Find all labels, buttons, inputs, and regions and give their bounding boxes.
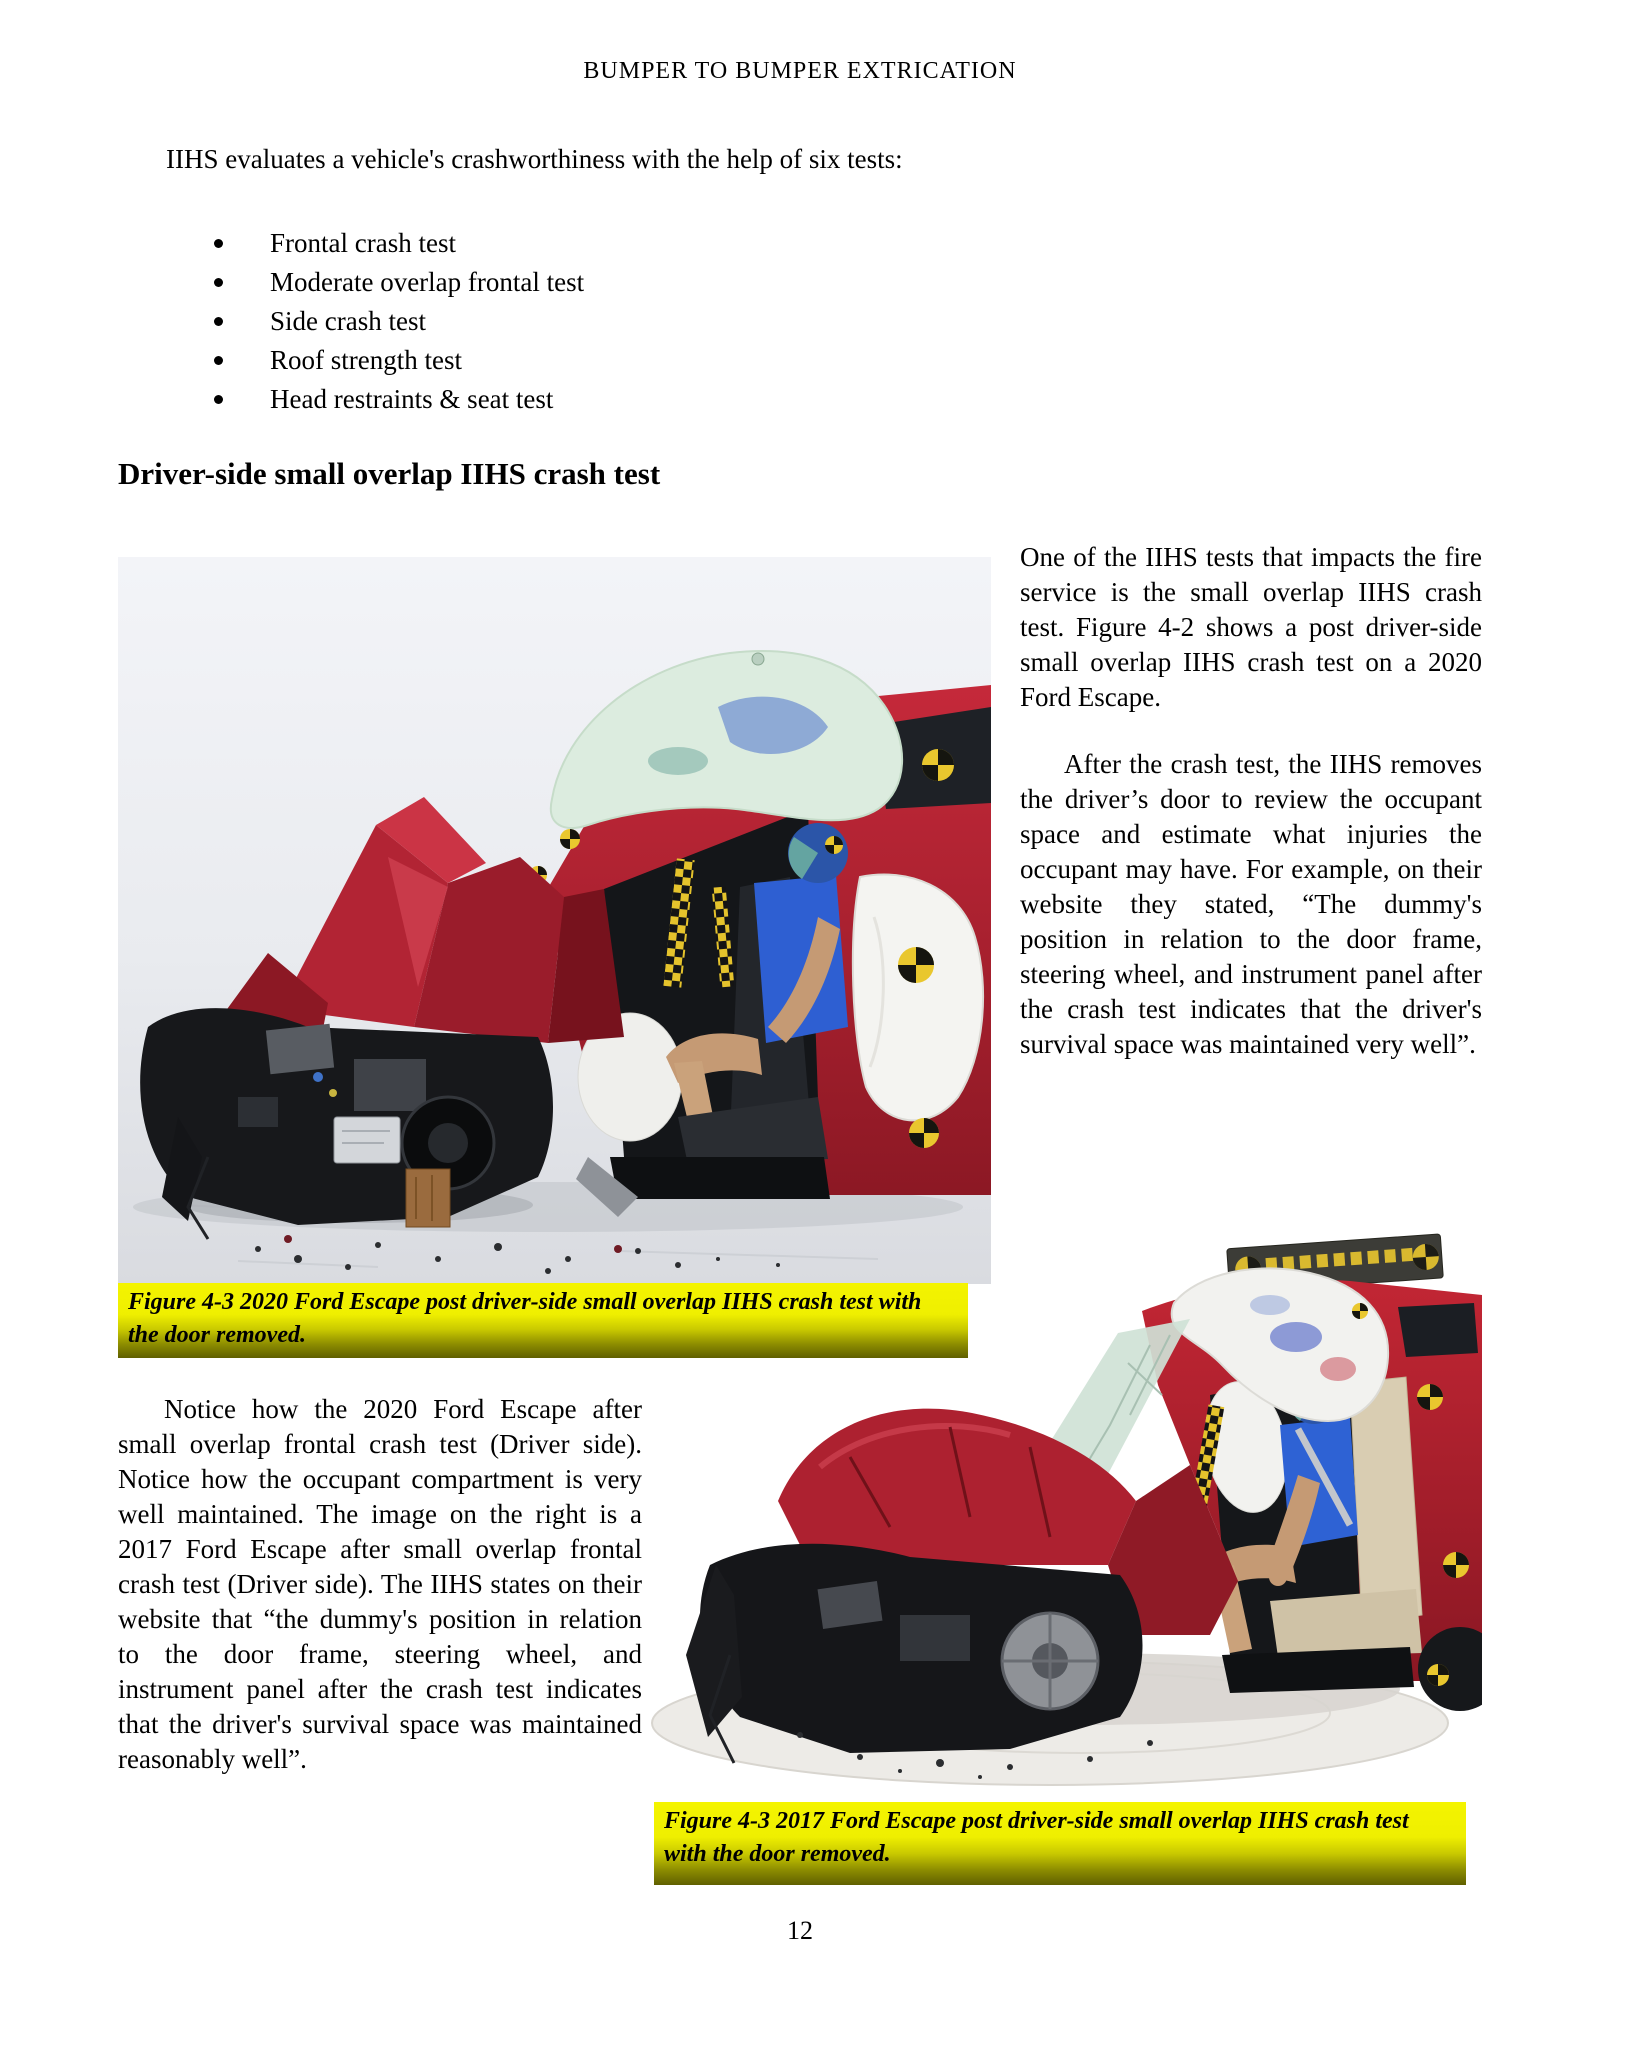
list-item-label: Head restraints & seat test — [270, 384, 554, 414]
bullet-icon — [214, 317, 223, 326]
paragraph: After the crash test, the IIHS removes the driver’s door to review the occupant space and estimate what injuries the occupant may have. For example, on their website they stated, “The dummy's position in relation to the door frame, steering wheel, and instrument panel after the crash test indicates that the driver's survival space was maintained very well”. — [1020, 749, 1482, 1059]
list-item-label: Moderate overlap frontal test — [270, 267, 585, 297]
bullet-icon — [214, 278, 223, 287]
airbag-print-lightblue — [1250, 1295, 1290, 1315]
bullet-icon — [214, 356, 223, 365]
list-item-label: Roof strength test — [270, 345, 462, 375]
airbag-vent — [752, 653, 764, 665]
paragraph: Notice how the 2020 Ford Escape after small overlap frontal crash test (Driver side). Notice how the occupant compartment is very well maintained. The image on the right is a 2017 Ford Escape after small overlap frontal crash test (Driver side). The IIHS states on their website that “the dummy's position in relation to the door frame, steering wheel, and instrument panel after the crash test indicates that the driver's survival space was maintained reasonably well”. — [118, 1394, 642, 1774]
list-item-label: Side crash test — [270, 306, 426, 336]
list-item — [214, 302, 1114, 341]
list-item — [214, 263, 1114, 302]
airbag-print-red — [1320, 1357, 1356, 1381]
page-header: BUMPER TO BUMPER EXTRICATION — [583, 58, 1017, 84]
license-plate — [334, 1117, 400, 1163]
rear-window — [1398, 1303, 1478, 1357]
airbag-print-blue — [1270, 1322, 1322, 1352]
wood-block — [406, 1169, 450, 1227]
figure-1-caption: Figure 4-3 2020 Ford Escape post driver-side small overlap IIHS crash test with the door removed. — [118, 1283, 968, 1358]
seat-cushion — [1270, 1589, 1422, 1657]
left-text-column — [118, 1392, 642, 1777]
crash-tests-list — [214, 224, 1114, 419]
list-item — [214, 341, 1114, 380]
section-heading: Driver-side small overlap IIHS crash test — [118, 456, 661, 491]
list-item — [214, 224, 1114, 263]
airbag-print-teal — [648, 747, 708, 775]
paragraph: One of the IIHS tests that impacts the fire service is the small overlap IIHS crash test. Figure 4-2 shows a post driver-side small overlap IIHS crash test on a 2020 Ford Escape. — [1020, 542, 1482, 712]
page-number: 12 — [787, 1916, 813, 1945]
figure-2-caption: Figure 4-3 2017 Ford Escape post driver-side small overlap IIHS crash test with the door removed. — [654, 1802, 1466, 1885]
list-item — [214, 380, 1114, 419]
bullet-icon — [214, 395, 223, 404]
bullet-icon — [214, 239, 223, 248]
figure-2-image — [650, 1095, 1482, 1800]
side-airbag — [853, 875, 983, 1121]
intro-paragraph: IIHS evaluates a vehicle's crashworthiness with the help of six tests: — [166, 144, 903, 174]
rocker-sill — [1222, 1647, 1414, 1693]
list-item-label: Frontal crash test — [270, 228, 456, 258]
right-text-column — [1020, 540, 1482, 1062]
head-marker — [825, 836, 843, 854]
